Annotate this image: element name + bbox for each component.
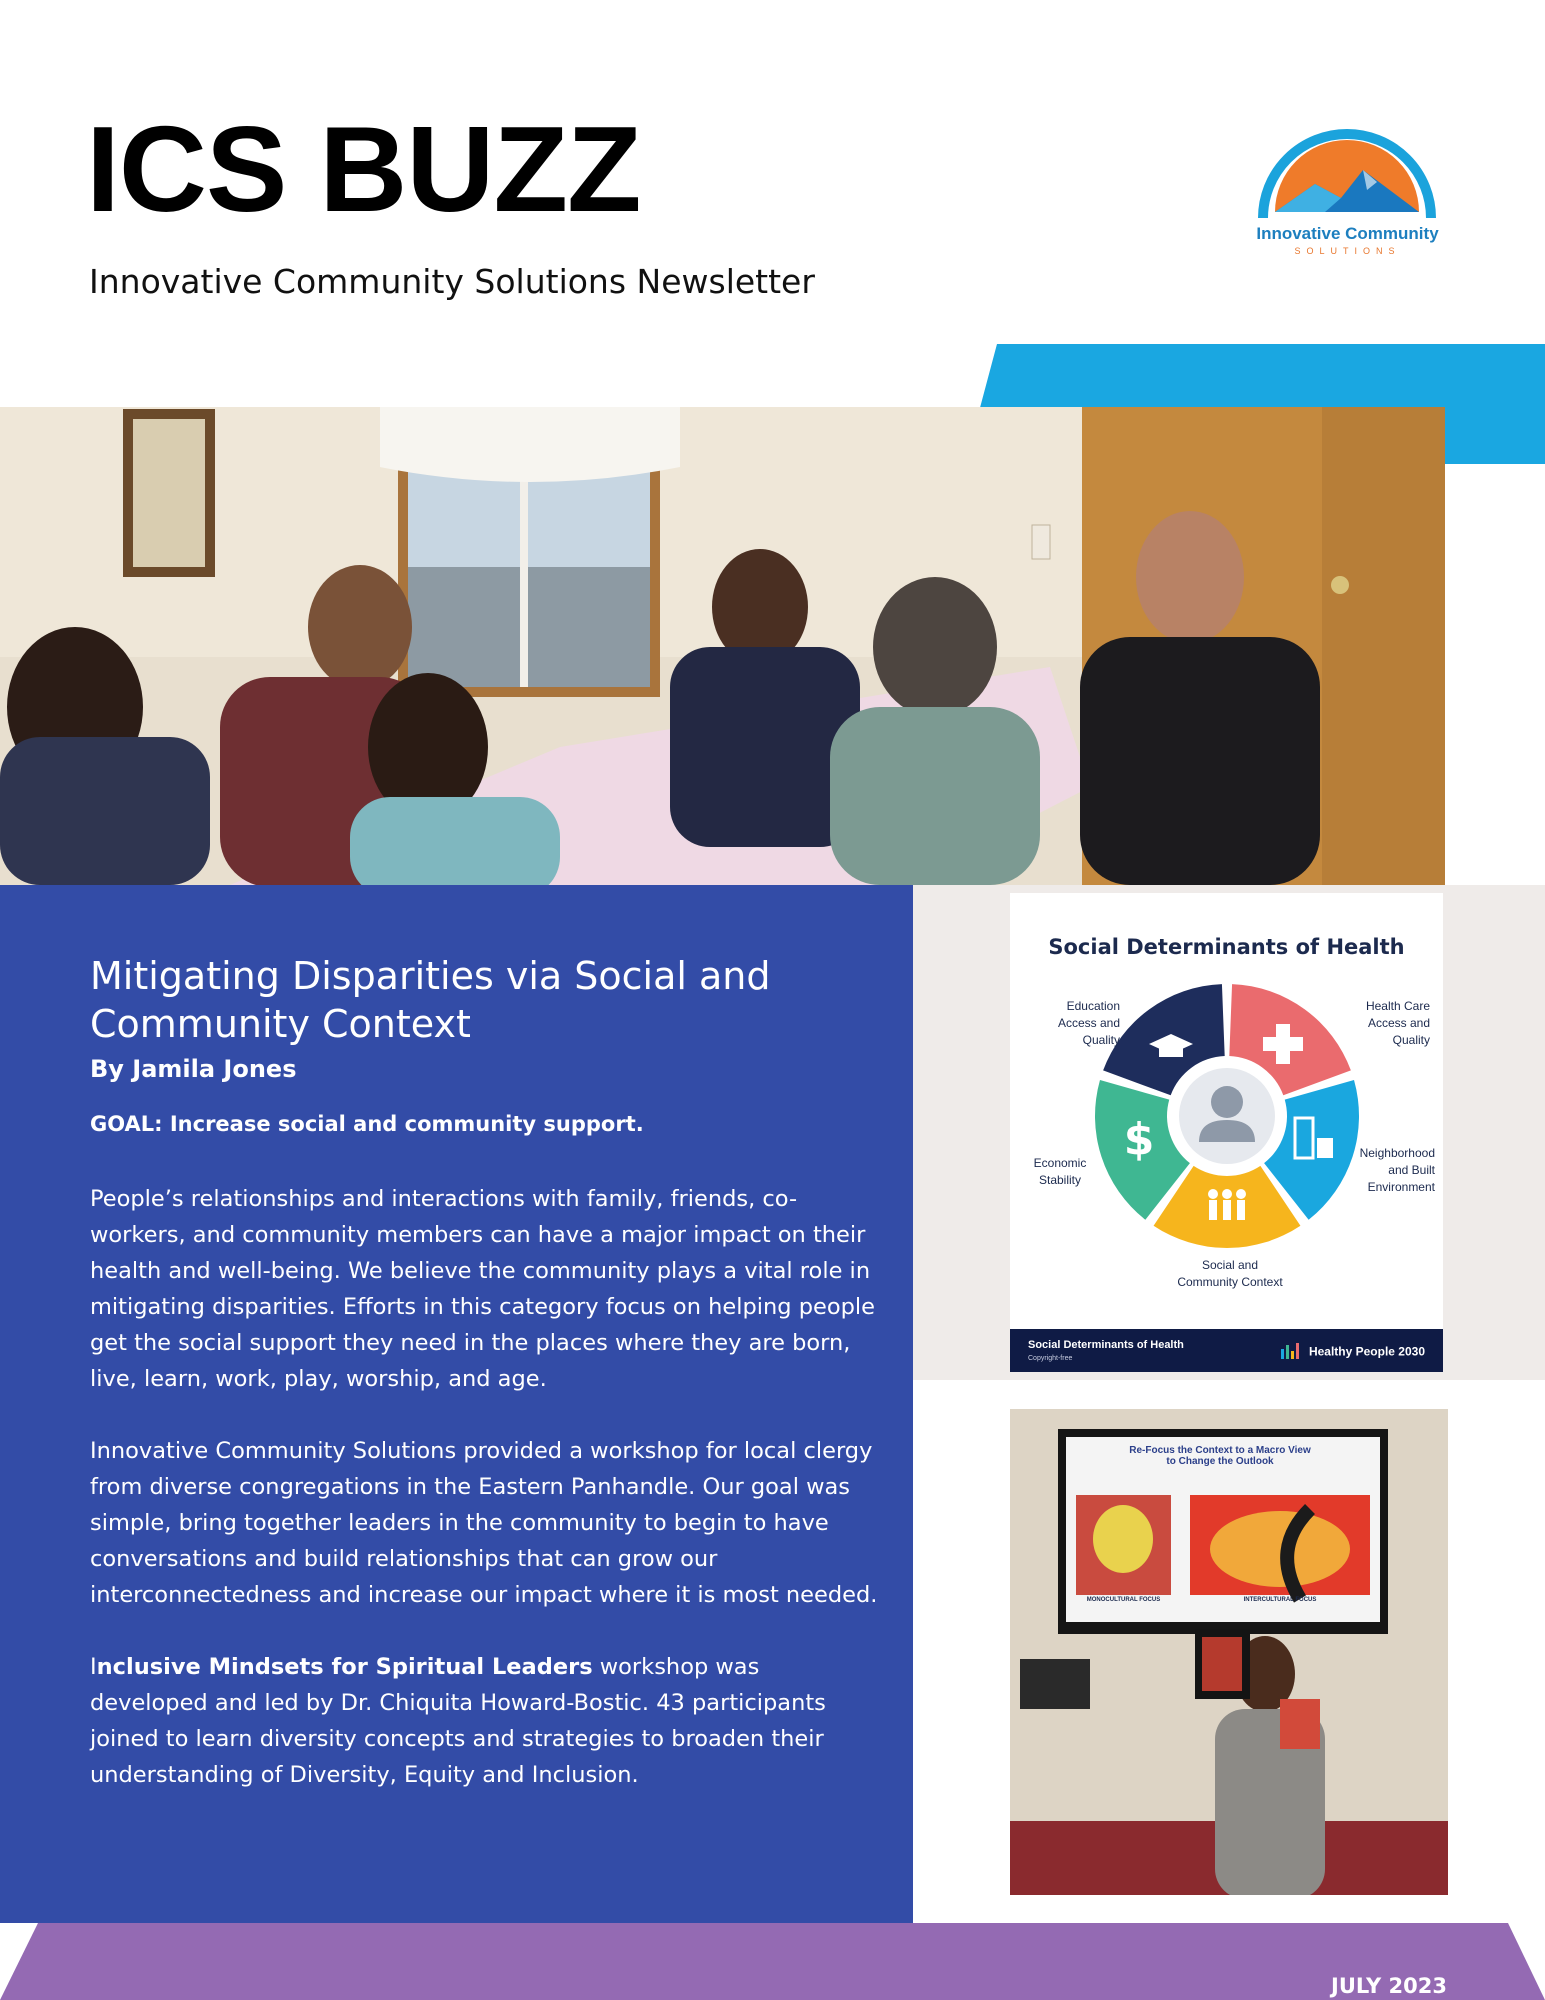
sdoh-title: Social Determinants of Health <box>1048 935 1405 959</box>
sdoh-footer-note: Copyright-free <box>1028 1355 1073 1362</box>
paragraph-lead-letter: I <box>90 1654 97 1680</box>
workshop-photo <box>1010 1409 1448 1895</box>
workshop-name: nclusive Mindsets for Spiritual Leaders <box>96 1654 593 1680</box>
sdoh-footer <box>1010 1329 1443 1372</box>
article-paragraph: Innovative Community Solutions provided a workshop for local clergy from diverse congregations in the Eastern Panhandle. Our goal was simple, bring together leaders in the community to begin to have conversations and build relationships that can grow our interconnectedness and increase our impact where it is most needed. <box>90 1438 878 1608</box>
hero-group-photo <box>0 407 1445 885</box>
article-paragraph <box>90 1649 880 1793</box>
slide-caption-left: MONOCULTURAL FOCUS <box>1086 1597 1161 1603</box>
ics-logo <box>1245 100 1450 260</box>
logo-tagline: SOLUTIONS <box>1294 246 1401 256</box>
issue-date: JULY 2023 <box>1331 1974 1447 1998</box>
label-economic: Economic Stability <box>1033 1156 1087 1187</box>
mountain-sun-icon <box>1245 100 1450 224</box>
article-title: Mitigating Disparities via Social and Community Context <box>90 954 771 1046</box>
footer-band <box>0 1923 1545 2000</box>
healthy-people-logo: Healthy People 2030 <box>1281 1343 1425 1362</box>
people-icon <box>1208 1189 1246 1220</box>
article-paragraph: People’s relationships and interactions with family, friends, co-workers, and community members can have a major impact on their health and well-being. We believe the community plays a vital role in mitigating disparities. Efforts in this category focus on helping people get the social support they need in the places where they are born, live, learn, work, play, worship, and age. <box>90 1186 875 1392</box>
label-social-community: Social and Community Context <box>1177 1258 1283 1289</box>
dollar-icon <box>1124 1114 1155 1165</box>
article-body <box>90 1181 880 1829</box>
sdoh-footer-label: Social Determinants of Health <box>1028 1339 1184 1351</box>
bars-icon <box>1281 1343 1303 1362</box>
label-education: Education Access and Quality <box>1057 999 1120 1047</box>
paragraph-text: workshop was developed and led by Dr. Chiquita Howard-Bostic. 43 participants joined to learn diversity concepts and strategies to broaden their understanding of Diversity, Equity and Inclusion. <box>90 1654 826 1788</box>
sdoh-infographic <box>1010 893 1443 1372</box>
article-byline: By Jamila Jones <box>90 1055 297 1083</box>
newsletter-subtitle: Innovative Community Solutions Newsletter <box>89 262 815 301</box>
slide-title: Re-Focus the Context to a Macro View to Change the Outlook <box>1129 1445 1311 1467</box>
label-health-care: Health Care Access and Quality <box>1365 999 1430 1047</box>
slide-caption-right: INTERCULTURAL FOCUS <box>1243 1597 1317 1603</box>
label-neighborhood: Neighborhood and Built Environment <box>1359 1146 1435 1194</box>
svg-text:$: $ <box>1123 1114 1155 1165</box>
newsletter-title: ICS BUZZ <box>86 101 641 237</box>
article-goal: GOAL: Increase social and community support. <box>90 1112 644 1136</box>
logo-name: Innovative Community <box>1256 224 1439 243</box>
